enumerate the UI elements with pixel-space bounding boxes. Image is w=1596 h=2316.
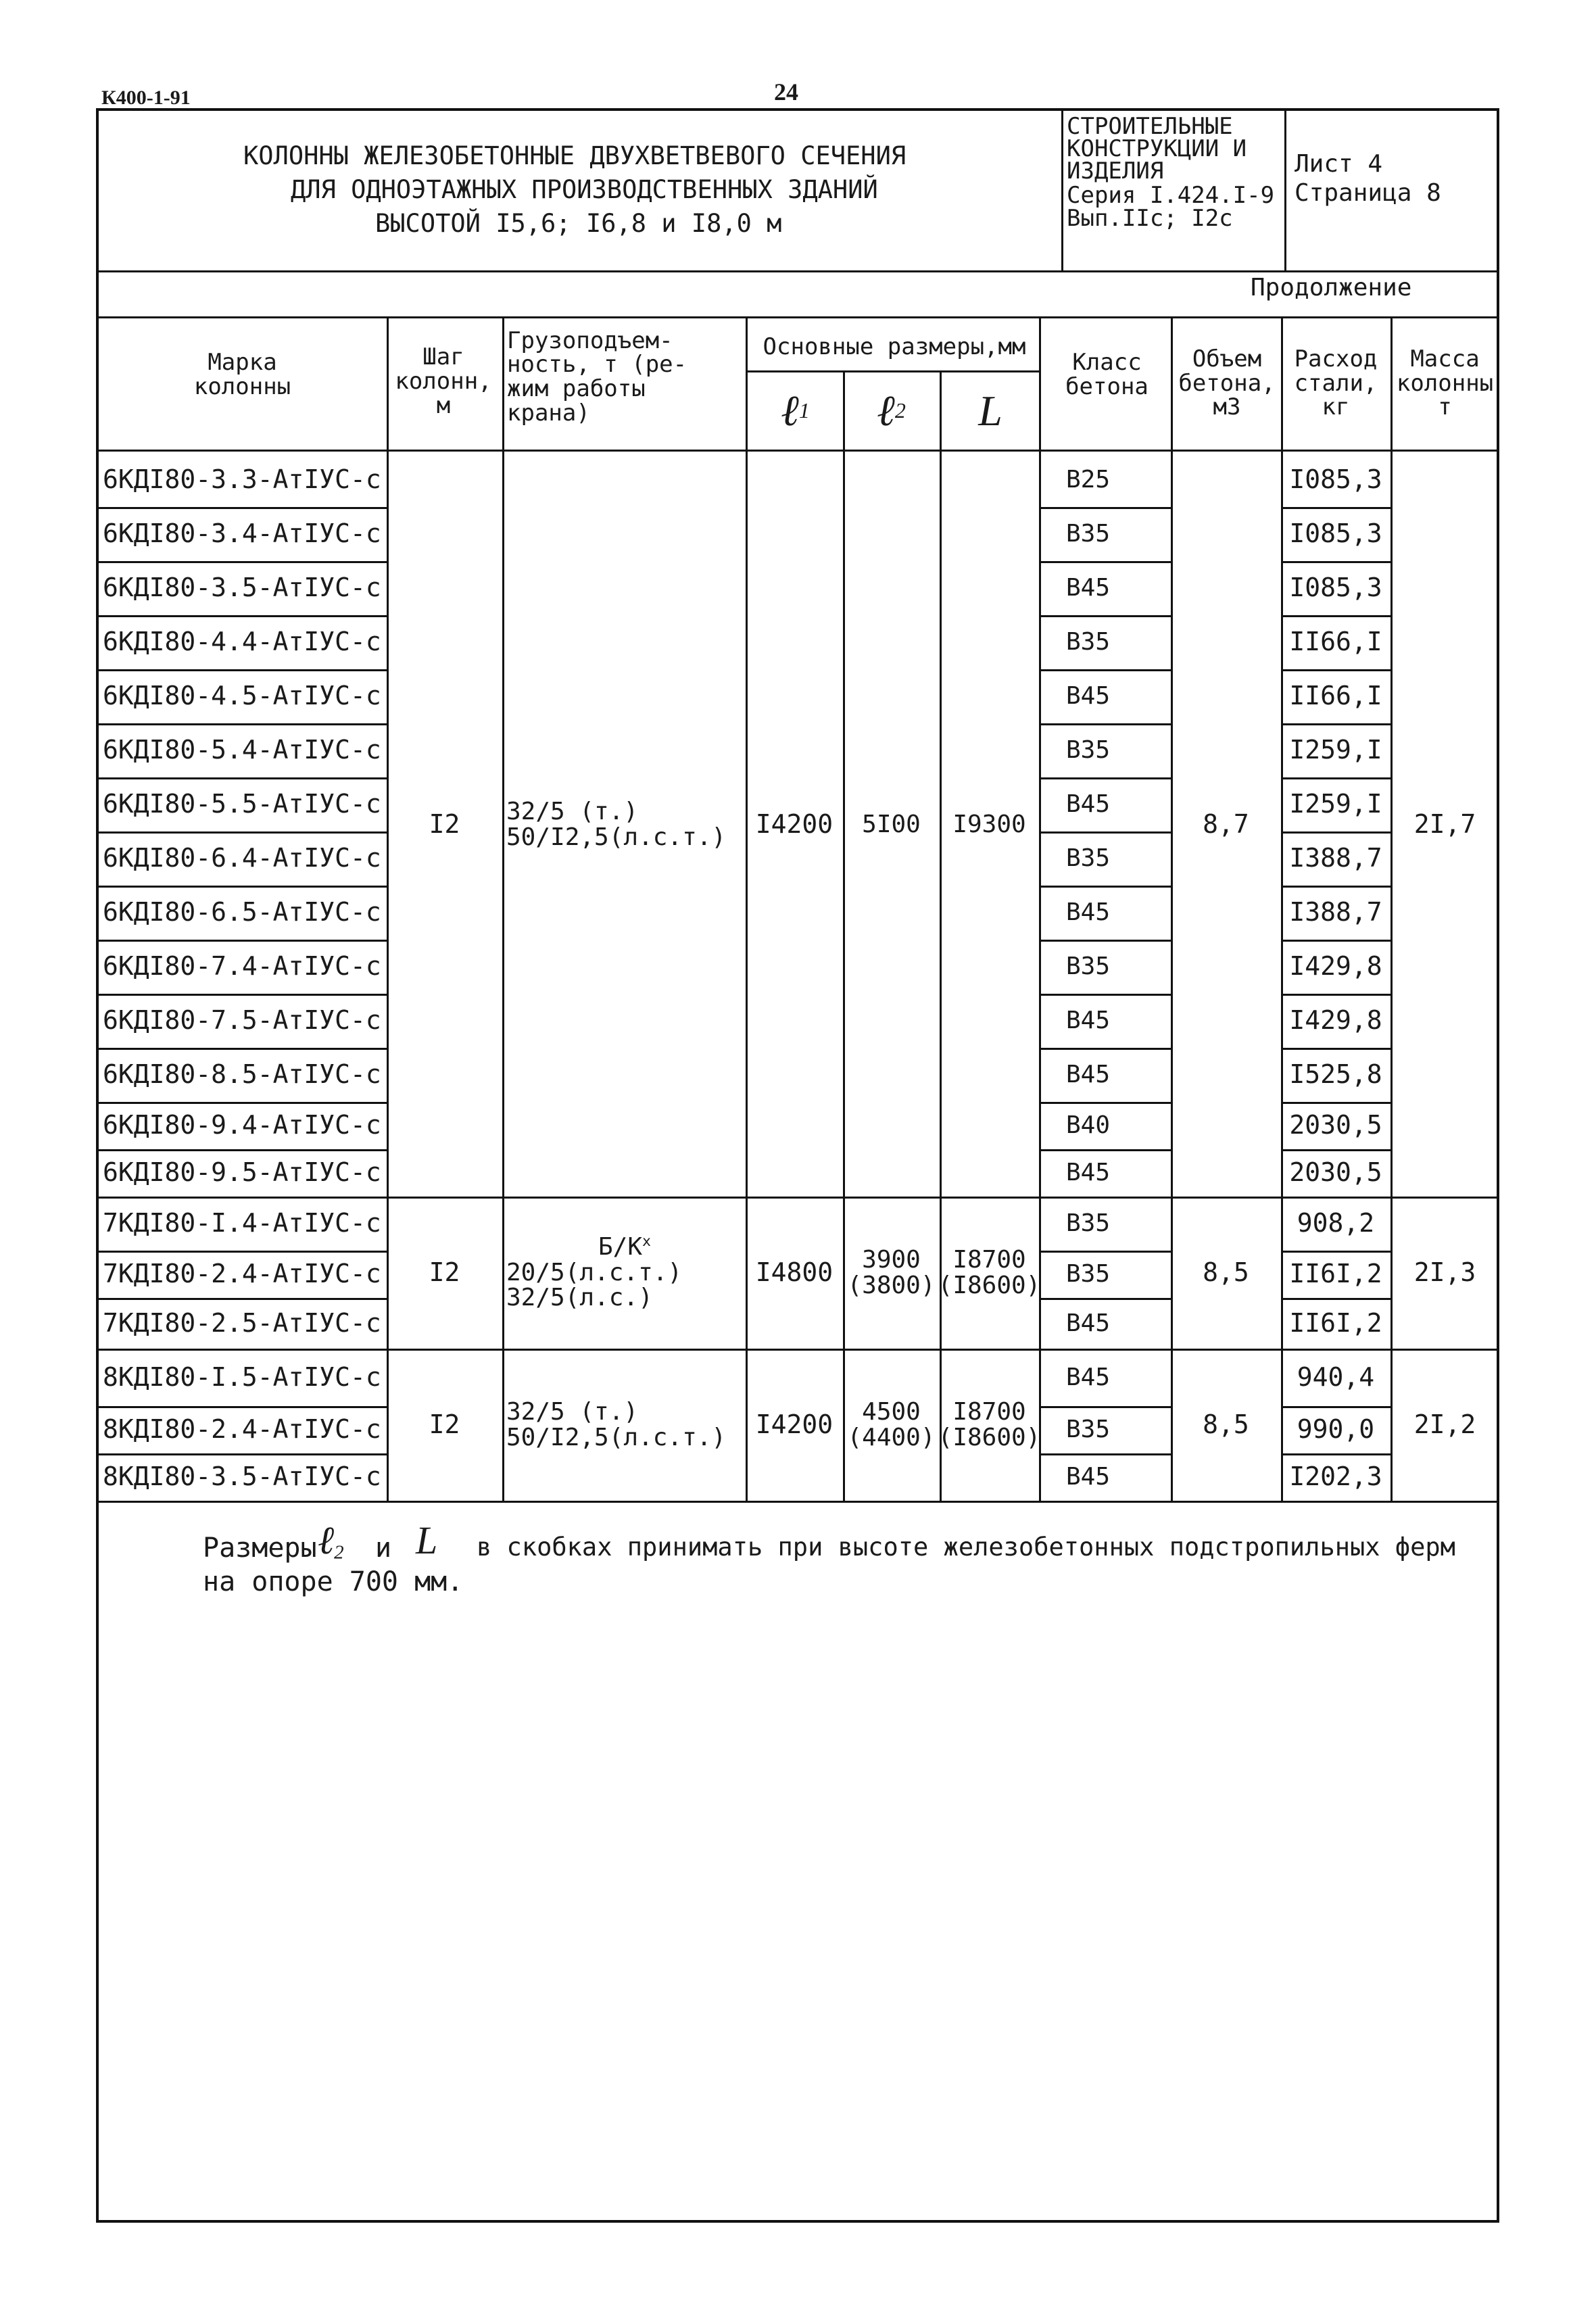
- column-mark-cell: 6КДI80-3.3-АтIУС-с: [103, 464, 381, 495]
- l1-cell: I4200: [755, 809, 833, 840]
- steel-consumption-cell: I202,3: [1289, 1462, 1382, 1492]
- stamp-line-1: СТРОИТЕЛЬНЫЕ: [1067, 113, 1233, 140]
- column-mark-cell: 7КДI80-2.4-АтIУС-с: [103, 1259, 381, 1289]
- column-mark-cell: 6КДI80-3.4-АтIУС-с: [103, 518, 381, 549]
- table-top-line: [96, 316, 1499, 318]
- column-mark-cell: 6КДI80-4.4-АтIУС-с: [103, 627, 381, 657]
- l2-value: 4500: [862, 1397, 921, 1426]
- concrete-class-cell: B35: [1066, 520, 1111, 548]
- sheet-page: Страница 8: [1295, 179, 1441, 207]
- steel-consumption-cell: I085,3: [1289, 573, 1382, 603]
- concrete-class-cell: B35: [1066, 736, 1111, 765]
- column-mark-cell: 6КДI80-5.5-АтIУС-с: [103, 789, 381, 819]
- header-concrete-volume: Объем бетона, м3: [1178, 345, 1276, 421]
- steel-consumption-cell: 2030,5: [1289, 1157, 1382, 1188]
- page-number: 24: [774, 78, 798, 105]
- crane-capacity-line: 32/5 (т.): [506, 798, 639, 826]
- steel-consumption-cell: I429,8: [1289, 951, 1382, 982]
- header-main-dimensions: Основные размеры,мм: [763, 333, 1026, 361]
- note-prefix: Размеры: [203, 1533, 317, 1564]
- header-bottom-line: [96, 450, 1499, 452]
- concrete-class-cell: B40: [1066, 1111, 1111, 1140]
- l2-cell: [843, 1197, 940, 1349]
- column-mark-cell: 8КДI80-2.4-АтIУС-с: [103, 1414, 381, 1445]
- l2-value: (4400): [847, 1423, 936, 1451]
- header-concrete-class: Класс бетона: [1065, 349, 1148, 400]
- l2-cell: [843, 1349, 940, 1501]
- L-value: I8700: [952, 1245, 1026, 1274]
- column-line-1: [502, 316, 504, 1501]
- crane-capacity-line: 50/I2,5(л.с.т.): [506, 1423, 727, 1451]
- l2-value: (3800): [847, 1271, 936, 1299]
- column-mark-cell: 7КДI80-I.4-АтIУС-с: [103, 1208, 381, 1238]
- L-cell: [940, 453, 1039, 1197]
- crane-capacity-line: 32/5 (т.): [506, 1397, 639, 1426]
- L-value: (I8600): [938, 1271, 1041, 1299]
- column-step-cell: I2: [429, 1409, 460, 1439]
- concrete-volume-cell: 8,5: [1203, 1409, 1249, 1439]
- title-line-3: ВЫСОТОЙ I5,6; I6,8 и I8,0 м: [375, 209, 782, 238]
- note-line-2: на опоре 700 мм.: [203, 1566, 464, 1597]
- column-mark-cell: 6КДI80-4.5-АтIУС-с: [103, 681, 381, 711]
- stamp-line-2: КОНСТРУКЦИИ И: [1067, 135, 1247, 162]
- steel-consumption-cell: II66,I: [1289, 627, 1382, 657]
- stamp-line-5: Вып.IIс; I2с: [1067, 205, 1233, 232]
- concrete-class-cell: B45: [1066, 1363, 1111, 1391]
- steel-consumption-cell: I525,8: [1289, 1059, 1382, 1090]
- steel-consumption-cell: I388,7: [1289, 897, 1382, 927]
- title-block-divider-1: [1061, 108, 1063, 272]
- concrete-class-cell: B35: [1066, 1416, 1111, 1444]
- concrete-class-cell: B35: [1066, 1209, 1111, 1238]
- note-l2-symbol: ℓ$_2$: [318, 1518, 344, 1564]
- title-block-bottom-line: [96, 270, 1499, 272]
- l2-value: 5I00: [862, 811, 921, 839]
- column-mass-cell: 2I,2: [1413, 1409, 1476, 1439]
- crane-capacity-line: 50/I2,5(л.с.т.): [506, 823, 727, 851]
- column-mark-cell: 6КДI80-5.4-АтIУС-с: [103, 735, 381, 765]
- column-mark-cell: 6КДI80-6.5-АтIУС-с: [103, 897, 381, 927]
- note-and: и: [375, 1533, 392, 1564]
- L-value: I8700: [952, 1397, 1026, 1426]
- column-mark-cell: 8КДI80-3.5-АтIУС-с: [103, 1462, 381, 1492]
- concrete-class-cell: B45: [1066, 1159, 1111, 1187]
- steel-consumption-cell: I085,3: [1289, 464, 1382, 495]
- steel-consumption-cell: 2030,5: [1289, 1110, 1382, 1140]
- dims-subheader-line: [746, 370, 1039, 372]
- header-L: L: [978, 387, 1002, 435]
- concrete-class-cell: B45: [1066, 790, 1111, 819]
- l1-cell: I4200: [755, 1409, 833, 1439]
- column-mass-cell: 2I,3: [1413, 1257, 1476, 1287]
- L-cell: [940, 1197, 1039, 1349]
- concrete-volume-cell: 8,7: [1203, 809, 1249, 840]
- L-cell: [940, 1349, 1039, 1501]
- crane-capacity-cell: [506, 1197, 743, 1349]
- stamp-line-4: Серия I.424.I-9: [1067, 182, 1275, 209]
- steel-consumption-cell: I259,I: [1289, 735, 1382, 765]
- steel-consumption-cell: I085,3: [1289, 518, 1382, 549]
- steel-consumption-cell: I429,8: [1289, 1005, 1382, 1036]
- concrete-class-cell: B45: [1066, 682, 1111, 710]
- crane-capacity-line: 20/5(л.с.т.): [506, 1258, 683, 1286]
- concrete-class-cell: B45: [1066, 574, 1111, 602]
- column-mark-cell: 6КДI80-6.4-АтIУС-с: [103, 843, 381, 873]
- concrete-class-cell: B45: [1066, 1007, 1111, 1035]
- concrete-class-cell: B45: [1066, 1309, 1111, 1337]
- note-L-symbol: L: [416, 1518, 438, 1562]
- document-code: К400-1-91: [101, 87, 191, 109]
- column-step-cell: I2: [429, 1257, 460, 1287]
- concrete-class-cell: B25: [1066, 466, 1111, 494]
- concrete-class-cell: B45: [1066, 1463, 1111, 1491]
- l2-cell: [843, 453, 940, 1197]
- table-bottom-line: [96, 1501, 1499, 1503]
- L-value: I9300: [952, 811, 1026, 839]
- column-mark-cell: 6КДI80-3.5-АтIУС-с: [103, 573, 381, 603]
- column-mark-cell: 6КДI80-7.4-АтIУС-с: [103, 951, 381, 982]
- column-mark-cell: 6КДI80-8.5-АтIУС-с: [103, 1059, 381, 1090]
- steel-consumption-cell: 940,4: [1297, 1361, 1375, 1392]
- header-steel-consumption: Расход стали, кг: [1294, 345, 1378, 421]
- steel-consumption-cell: II6I,2: [1289, 1259, 1382, 1289]
- crane-capacity-cell: [506, 1349, 743, 1501]
- concrete-class-cell: B35: [1066, 844, 1111, 873]
- column-mark-cell: 6КДI80-9.4-АтIУС-с: [103, 1110, 381, 1140]
- steel-consumption-cell: II66,I: [1289, 681, 1382, 711]
- column-mass-cell: 2I,7: [1413, 809, 1476, 840]
- L-value: (I8600): [938, 1423, 1041, 1451]
- steel-consumption-cell: I388,7: [1289, 843, 1382, 873]
- sheet-number: Лист 4: [1295, 150, 1383, 178]
- title-line-1: КОЛОННЫ ЖЕЛЕЗОБЕТОННЫЕ ДВУХВЕТВЕВОГО СЕЧЕНИЯ: [243, 141, 906, 170]
- steel-consumption-cell: I259,I: [1289, 789, 1382, 819]
- column-mark-cell: 8КДI80-I.5-АтIУС-с: [103, 1361, 381, 1392]
- l1-cell: I4800: [755, 1257, 833, 1287]
- steel-consumption-cell: II6I,2: [1289, 1307, 1382, 1338]
- concrete-class-cell: B45: [1066, 898, 1111, 927]
- title-block-divider-2: [1284, 108, 1286, 272]
- header-l1: ℓ 1: [781, 387, 810, 435]
- title-line-2: ДЛЯ ОДНОЭТАЖНЫХ ПРОИЗВОДСТВЕННЫХ ЗДАНИЙ: [291, 175, 878, 204]
- concrete-class-cell: B45: [1066, 1061, 1111, 1089]
- header-mark: Марка колонны: [193, 349, 291, 400]
- header-load: Грузоподъем- ность, т (ре- жим работы крана): [507, 327, 687, 427]
- header-step: Шаг колонн, м: [395, 343, 492, 419]
- steel-consumption-cell: 990,0: [1297, 1414, 1375, 1445]
- steel-consumption-cell: 908,2: [1297, 1208, 1375, 1238]
- note-text: в скобках принимать при высоте железобетонных подстропильных ферм: [477, 1533, 1455, 1562]
- crane-capacity-line: 32/5(л.с.): [506, 1284, 653, 1312]
- column-line-3: [1039, 316, 1041, 1501]
- concrete-volume-cell: 8,5: [1203, 1257, 1249, 1287]
- column-mark-cell: 6КДI80-9.5-АтIУС-с: [103, 1157, 381, 1188]
- concrete-class-cell: B35: [1066, 628, 1111, 656]
- stamp-line-3: ИЗДЕЛИЯ: [1067, 158, 1164, 185]
- concrete-class-cell: B35: [1066, 1260, 1111, 1288]
- header-column-mass: Масса колонны т: [1396, 345, 1494, 421]
- column-mark-cell: 6КДI80-7.5-АтIУС-с: [103, 1005, 381, 1036]
- concrete-class-cell: B35: [1066, 952, 1111, 981]
- crane-capacity-cell: [506, 453, 743, 1197]
- continuation-label: Продолжение: [1251, 274, 1412, 301]
- column-mark-cell: 7КДI80-2.5-АтIУС-с: [103, 1307, 381, 1338]
- header-l2: ℓ 2: [877, 387, 906, 435]
- crane-type-label: $Б/К^x$: [598, 1232, 652, 1261]
- l2-value: 3900: [862, 1245, 921, 1274]
- column-step-cell: I2: [429, 809, 460, 840]
